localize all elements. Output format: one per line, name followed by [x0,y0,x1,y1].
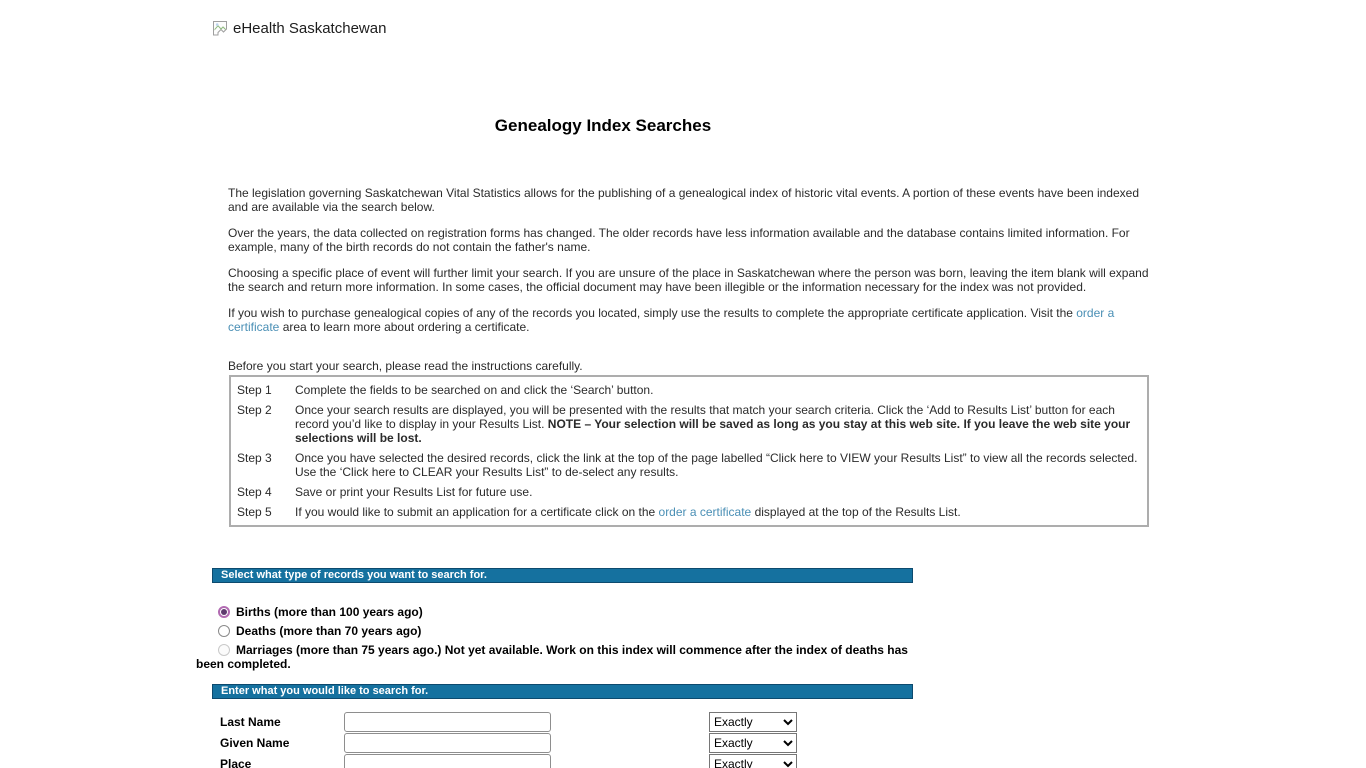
step-2-body: Once your search results are displayed, you will be presented with the results that match your search criteria. Click the ‘Add to Results List’ button for each record you’d like to display in your Results List. [295,403,1115,431]
intro-paragraph-2: Over the years, the data collected on registration forms has changed. The older records have less information available and the database contains limited information. For example, many of the birth records do not contain the father's name. [228,226,1130,254]
form-row-given-name [220,732,920,753]
record-type-options [196,600,918,671]
given-name-label: Given Name [220,735,290,750]
given-name-input[interactable] [344,733,551,753]
intro-p4-text-after: area to learn more about ordering a certificate. [279,320,530,334]
radio-deaths[interactable] [218,625,230,637]
section-header-record-type: Select what type of records you want to search for. [212,568,913,583]
radio-marriages[interactable] [218,644,230,656]
place-match-select[interactable] [709,754,797,768]
record-type-option-marriages [196,643,918,671]
site-logo [212,20,386,37]
step-2-label: Step 2 [237,403,272,417]
step-3-text: Once you have selected the desired records, click the link at the top of the page labelled “Click here to VIEW your Results List” to view all the records selected. Use the ‘Click here to CLEAR your Results List” to de-select any results. [295,451,1138,479]
step-1-label: Step 1 [237,383,272,397]
step-4-label: Step 4 [237,485,272,499]
place-input[interactable] [344,754,551,768]
given-name-match-select[interactable] [709,733,797,753]
broken-image-icon [212,20,230,37]
step-3-label: Step 3 [237,451,272,465]
place-label: Place [220,756,252,768]
section-header-search-criteria: Enter what you would like to search for. [212,684,913,699]
page-title: Genealogy Index Searches [494,116,712,135]
step-2-text [295,403,1139,445]
intro-paragraph-4 [228,306,1154,334]
intro-paragraphs [228,186,1154,346]
intro-paragraph-1: The legislation governing Saskatchewan Vital Statistics allows for the publishing of a genealogical index of historic vital events. A portion of these events have been indexed and are available via the search below. [228,186,1140,214]
step-5-body-after: displayed at the top of the Results List. [751,505,961,519]
step-5-label: Step 5 [237,505,272,519]
intro-paragraph-3: Choosing a specific place of event will further limit your search. If you are unsure of the place in Saskatchewan where the person was born, leaving the item blank will expand the search and return more information. In some cases, the official document may have been illegible or the information necessary for the index was not provided. [228,266,1149,294]
step-4-text: Save or print your Results List for future use. [295,485,533,499]
instructions-intro: Before you start your search, please read the instructions carefully. [228,359,583,373]
radio-births-label: Births (more than 100 years ago) [236,605,423,619]
step-1-text: Complete the fields to be searched on and click the ‘Search’ button. [295,383,654,397]
form-row-last-name [220,711,920,732]
step-5-text [295,505,1139,519]
radio-births[interactable] [218,606,230,618]
last-name-match-select[interactable] [709,712,797,732]
order-a-certificate-link-step5[interactable]: order a certificate [658,505,752,519]
intro-p4-text: If you wish to purchase genealogical copies of any of the records you located, simply use the results to complete the appropriate certificate application. Visit the [228,306,1077,320]
instructions-steps-box [229,375,1149,527]
step-2-note: NOTE – Your selection will be saved as long as you stay at this web site. If you leave the web site your selections will be lost. [295,417,1131,445]
last-name-label: Last Name [220,714,281,729]
radio-marriages-label: Marriages (more than 75 years ago.) Not yet available. Work on this index will commence after the index of deaths has been completed. [196,643,908,671]
last-name-input[interactable] [344,712,551,732]
search-form [220,711,920,768]
logo-alt-text: eHealth Saskatchewan [233,20,387,37]
radio-deaths-label: Deaths (more than 70 years ago) [236,624,422,638]
step-5-body: If you would like to submit an application for a certificate click on the [295,505,659,519]
record-type-option-births [196,605,918,619]
record-type-option-deaths [196,624,918,638]
order-a-certificate-link[interactable]: order a certificate [228,306,1115,334]
form-row-place [220,753,920,768]
